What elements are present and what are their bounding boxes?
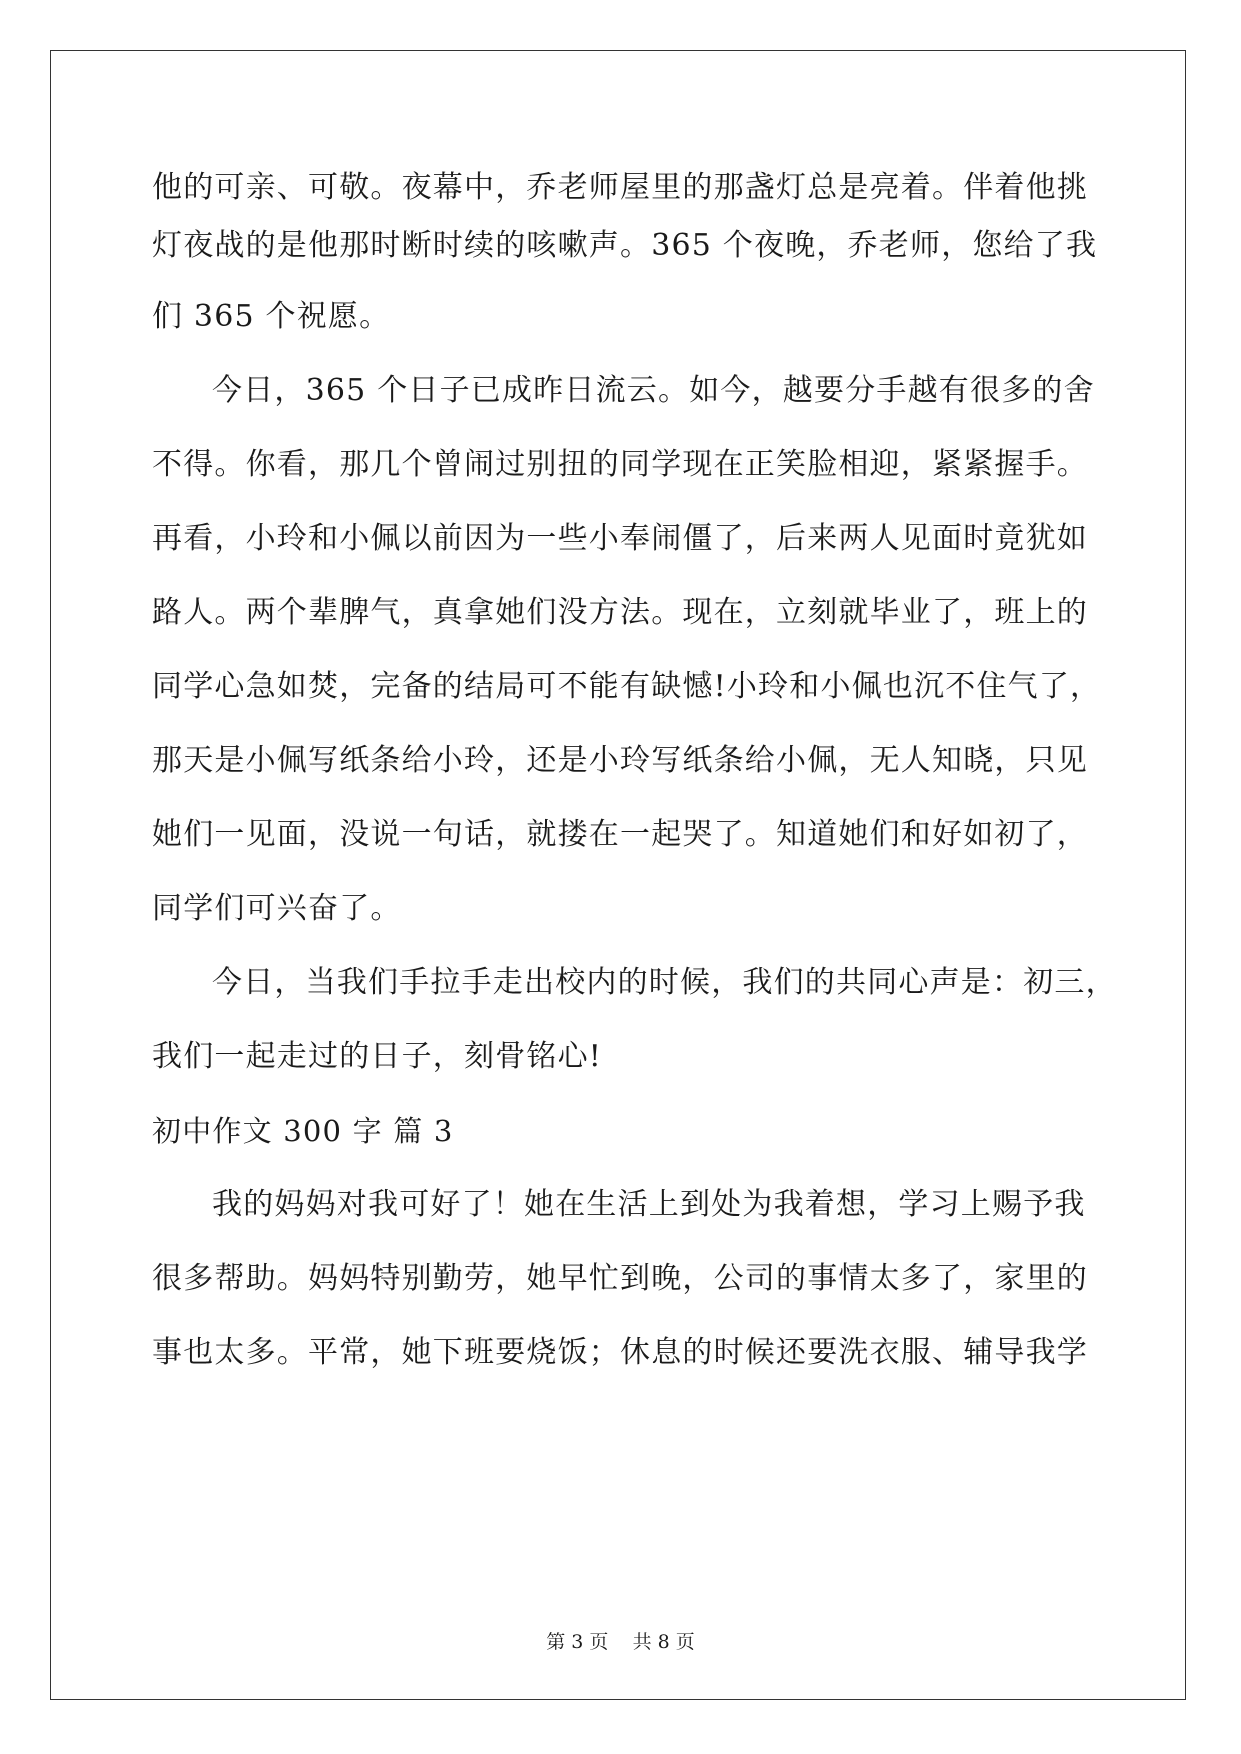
text-line: 不得。你看，那几个曾闹过别扭的同学现在正笑脸相迎，紧紧握手。	[152, 447, 1088, 482]
text-line: 他的可亲、可敬。夜幕中，乔老师屋里的那盏灯总是亮着。伴着他挑	[152, 170, 1088, 205]
text-line: 灯夜战的是他那时断时续的咳嗽声。365 个夜晚，乔老师，您给了我	[152, 228, 1098, 263]
paragraph-first-line: 今日，当我们手拉手走出校内的时候，我们的共同心声是：初三，	[212, 965, 1117, 1000]
text-line: 同学们可兴奋了。	[152, 891, 402, 926]
text-line: 路人。两个辈脾气，真拿她们没方法。现在，立刻就毕业了，班上的	[152, 595, 1088, 630]
text-line: 同学心急如焚，完备的结局可不能有缺憾!小玲和小佩也沉不住气了，	[152, 669, 1102, 704]
paragraph-first-line: 今日，365 个日子已成昨日流云。如今，越要分手越有很多的舍	[212, 373, 1095, 408]
text-line: 很多帮助。妈妈特别勤劳，她早忙到晚，公司的事情太多了，家里的	[152, 1261, 1088, 1296]
text-line: 再看，小玲和小佩以前因为一些小奉闹僵了，后来两人见面时竟犹如	[152, 521, 1088, 556]
section-heading: 初中作文 300 字 篇 3	[152, 1114, 454, 1148]
text-line: 那天是小佩写纸条给小玲，还是小玲写纸条给小佩，无人知晓，只见	[152, 743, 1088, 778]
page-number-footer: 第 3 页 共 8 页	[546, 1631, 695, 1653]
text-line: 们 365 个祝愿。	[152, 299, 391, 334]
text-line: 我们一起走过的日子，刻骨铭心!	[152, 1039, 603, 1074]
text-line: 她们一见面，没说一句话，就搂在一起哭了。知道她们和好如初了，	[152, 817, 1088, 852]
paragraph-first-line: 我的妈妈对我可好了！她在生活上到处为我着想，学习上赐予我	[212, 1187, 1086, 1222]
text-line: 事也太多。平常，她下班要烧饭；休息的时候还要洗衣服、辅导我学	[152, 1335, 1088, 1370]
